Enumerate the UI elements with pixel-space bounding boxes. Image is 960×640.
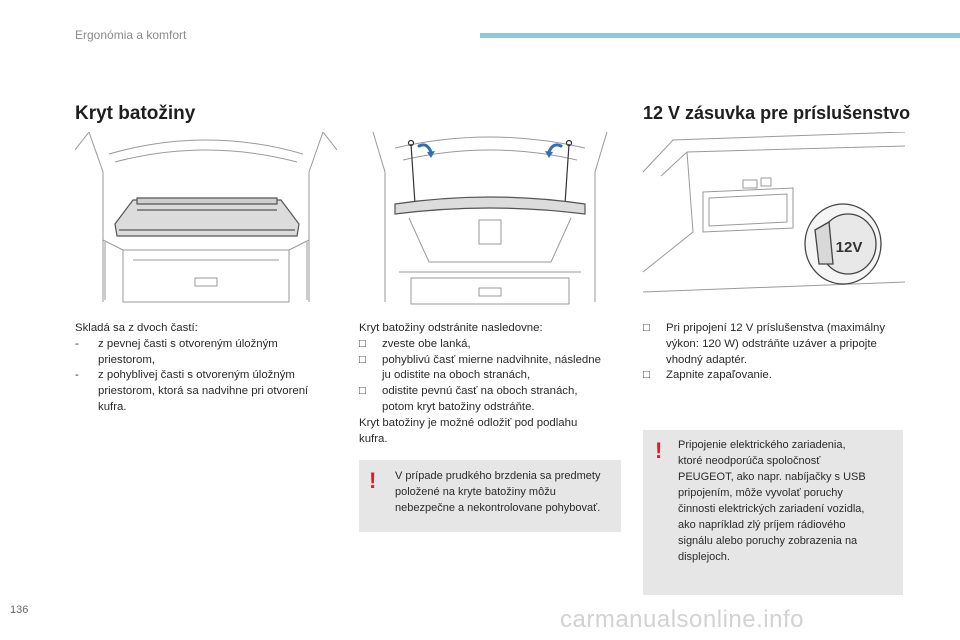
list-item-text: vhodný adaptér.: [666, 353, 748, 366]
warning-line: V prípade prudkého brzdenia sa predmety: [395, 470, 601, 482]
warning-line: položené na kryte batožiny môžu: [395, 486, 556, 498]
checkbox-marker-icon: □: [359, 385, 366, 398]
warning-line: Pripojenie elektrického zariadenia,: [678, 439, 846, 451]
list-item: [643, 321, 908, 368]
page-number: 136: [10, 604, 29, 616]
checkbox-marker-icon: □: [359, 337, 366, 350]
parts-intro: Skladá sa z dvoch častí:: [75, 322, 198, 334]
warning-line: pripojením, môže vyvolať poruchy: [678, 487, 843, 499]
storage-note-line: kufra.: [359, 432, 388, 445]
socket-title: 12 V zásuvka pre príslušenstvo: [643, 103, 911, 123]
list-item-text: priestorom,: [98, 353, 155, 366]
warning-text: [395, 468, 617, 516]
list-item: [359, 353, 624, 385]
checkbox-marker-icon: □: [643, 322, 650, 334]
braking-warning-box: [359, 460, 621, 532]
socket-illustration: [643, 132, 905, 307]
list-item-text: Pri pripojení 12 V príslušenstva (maximálny: [666, 322, 886, 334]
checkbox-marker-icon: □: [359, 353, 366, 366]
list-item-text: odistite pevnú časť na oboch stranách,: [382, 385, 578, 398]
list-item: [643, 368, 908, 384]
list-item-text: z pohyblivej časti s otvoreným úložným: [98, 369, 295, 382]
list-item-text: priestorom, ktorá sa nadvihne pri otvorení: [98, 385, 309, 398]
list-item-text: kufra.: [98, 400, 127, 413]
luggage-cover-title: Kryt batožiny: [75, 103, 196, 124]
list-item-text: ju odistite na oboch stranách,: [382, 369, 531, 382]
list-item-text: výkon: 120 W) odstráňte uzáver a pripojte: [666, 337, 877, 350]
warning-line: displejoch.: [678, 551, 730, 563]
trunk-cover-illustration: [75, 132, 337, 307]
list-item-text: z pevnej časti s otvoreným úložným: [98, 337, 278, 350]
electrical-warning-box: [643, 430, 903, 595]
list-item-text: potom kryt batožiny odstráňte.: [382, 400, 535, 413]
warning-icon: !: [369, 468, 377, 493]
warning-line: PEUGEOT, ako napr. nabíjačky s USB: [678, 471, 866, 483]
list-item: [359, 337, 624, 353]
list-item: [75, 368, 340, 415]
list-item: [75, 337, 340, 369]
checkbox-marker-icon: □: [643, 369, 650, 382]
dash-marker: -: [75, 369, 79, 382]
cover-removal-illustration: [359, 132, 621, 307]
warning-text: [678, 437, 900, 565]
warning-line: ktoré neodporúča spoločnosť: [678, 455, 821, 467]
warning-line: signálu alebo poruchy zobrazenia na: [678, 535, 858, 547]
list-item-text: pohyblivú časť mierne nadvihnite, následne: [382, 353, 601, 366]
watermark: carmanualsonline.info: [560, 606, 804, 633]
list-item-text: zveste obe lanká,: [382, 337, 471, 350]
dash-marker: -: [75, 337, 79, 350]
warning-line: činnosti elektrických zariadení vozidla,: [678, 503, 865, 515]
warning-line: ako napríklad zlý príjem rádiového: [678, 519, 846, 531]
list-item-text: Zapnite zapaľovanie.: [666, 369, 772, 382]
socket-12v-label: 12V: [835, 239, 863, 256]
list-item: [359, 384, 624, 416]
right-column-text: [643, 321, 908, 384]
section-header: Ergonómia a komfort: [75, 28, 187, 42]
warning-line: nebezpečne a nekontrolovane pohybovať.: [395, 502, 601, 514]
header-accent-bar: [480, 33, 960, 38]
removal-intro: Kryt batožiny odstránite nasledovne:: [359, 322, 543, 334]
middle-column-text: [359, 321, 624, 447]
left-column-text: [75, 321, 340, 416]
storage-note-line: Kryt batožiny je možné odložiť pod podlahu: [359, 416, 578, 429]
warning-icon: !: [655, 438, 663, 463]
